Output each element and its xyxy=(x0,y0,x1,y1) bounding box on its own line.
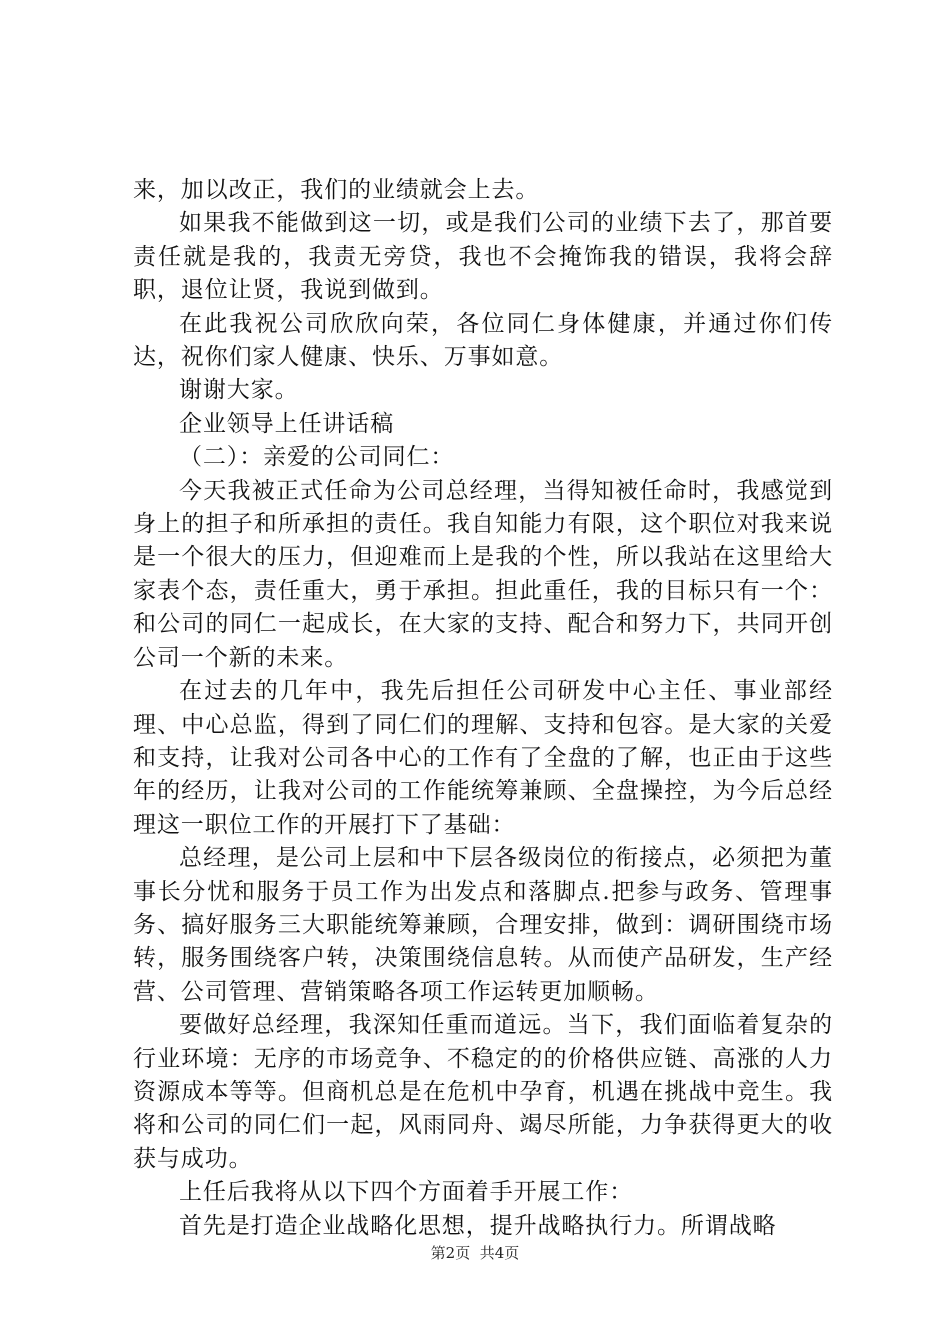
paragraph-7: 今天我被正式任命为公司总经理，当得知被任命时，我感觉到身上的担子和所承担的责任。我自知能力有限，这个职位对我来说是一个很大的压力，但迎难而上是我的个性，所以我站在这里给大家表个态，责任重大，勇于承担。担此重任，我的目标只有一个：和公司的同仁一起成长，在大家的支持、配合和努力下，共同开创公司一个新的未来。 xyxy=(133,477,833,671)
salutation: （二）：亲爱的公司同仁： xyxy=(179,444,455,471)
section-title: 企业领导上任讲话稿 xyxy=(179,410,395,437)
footer-separator xyxy=(470,1244,480,1262)
paragraph-11: 上任后我将从以下四个方面着手开展工作： xyxy=(179,1179,634,1206)
paragraph-3: 在此我祝公司欣欣向荣，各位同仁身体健康，并通过你们传达，祝你们家人健康、快乐、万事如意。 xyxy=(133,310,833,371)
paragraph-12: 首先是打造企业战略化思想，提升战略执行力。所谓战略 xyxy=(179,1212,777,1239)
paragraph-1: 来，加以改正，我们的业绩就会上去。 xyxy=(133,177,540,203)
page-total: 共4页 xyxy=(479,1244,520,1262)
paragraph-4: 谢谢大家。 xyxy=(179,377,299,404)
paragraph-2: 如果我不能做到这一切，或是我们公司的业绩下去了，那首要责任就是我的，我责无旁贷，我也不会掩饰我的错误，我将会辞职，退位让贤，我说到做到。 xyxy=(133,210,833,304)
page-number: 第2页 xyxy=(430,1244,471,1262)
paragraph-10: 要做好总经理，我深知任重而道远。当下，我们面临着复杂的行业环境：无序的市场竞争、不稳定的的价格供应链、高涨的人力资源成本等等。但商机总是在危机中孕育，机遇在挑战中竞生。我将和公司的同仁们一起，风雨同舟、竭尽所能，力争获得更大的收获与成功。 xyxy=(133,1012,833,1172)
document-body xyxy=(133,174,833,1243)
page-footer xyxy=(0,1243,950,1263)
paragraph-8: 在过去的几年中，我先后担任公司研发中心主任、事业部经理、中心总监，得到了同仁们的理解、支持和包容。是大家的关爱和支持，让我对公司各中心的工作有了全盘的了解，也正由于这些年的经历，让我对公司的工作能统筹兼顾、全盘操控，为今后总经理这一职位工作的开展打下了基础： xyxy=(133,678,833,838)
paragraph-9: 总经理，是公司上层和中下层各级岗位的衔接点，必须把为董事长分忧和服务于员工作为出发点和落脚点.把参与政务、管理事务、搞好服务三大职能统筹兼顾，合理安排，做到：调研围绕市场转，服务围绕客户转，决策围绕信息转。从而使产品研发，生产经营、公司管理、营销策略各项工作运转更加顺畅。 xyxy=(133,845,833,1005)
